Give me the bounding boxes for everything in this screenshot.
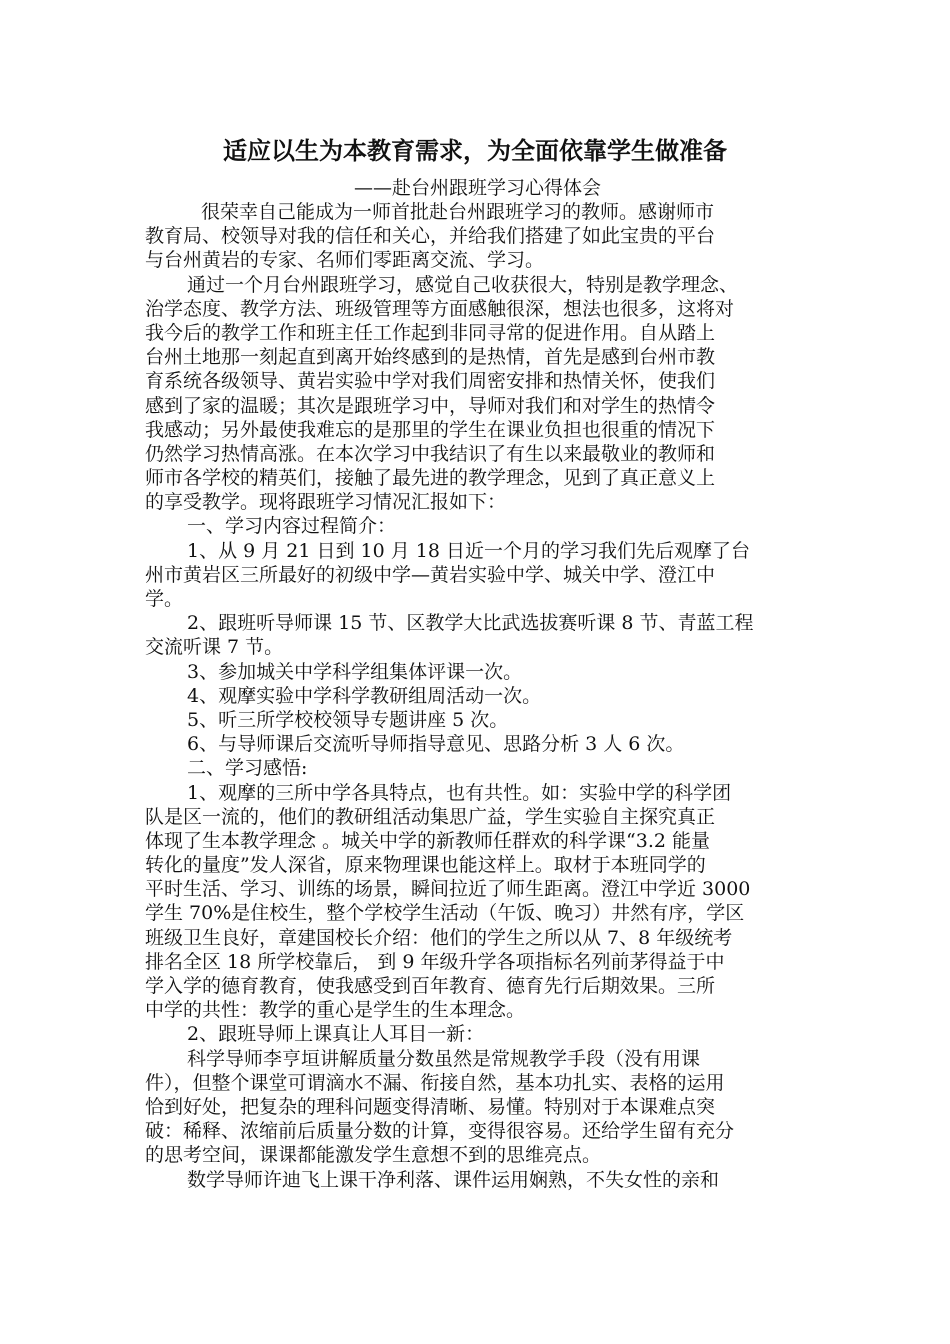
text-line: 交流听课 7 节。 — [145, 636, 284, 659]
text-line: 教育局、校领导对我的信任和关心，并给我们搭建了如此宝贵的平台 — [145, 225, 716, 248]
text-line: 学生 70%是住校生，整个学校学生活动（午饭、晚习）井然有序，学区 — [145, 902, 745, 925]
text-line: 数学导师许迪飞上课干净利落、课件运用娴熟，不失女性的亲和 — [187, 1168, 720, 1191]
text-line: 恰到好处，把复杂的理科问题变得清晰、易懂。特别对于本课难点突 — [145, 1095, 716, 1118]
text-line: 2、跟班听导师课 15 节、区教学大比武选拔赛听课 8 节、青蓝工程 — [187, 612, 754, 635]
text-line: 中学的共性：教学的重心是学生的生本理念。 — [145, 999, 526, 1022]
text-line: 破：稀释、浓缩前后质量分数的计算，变得很容易。还给学生留有充分 — [145, 1120, 735, 1143]
text-line: 学入学的德育教育，使我感受到百年教育、德育先行后期效果。三所 — [145, 975, 716, 997]
section-heading: 二、学习感悟: — [187, 757, 308, 780]
text-line: 治学态度、教学方法、班级管理等方面感触很深，想法也很多，这将对 — [145, 297, 735, 320]
text-line: 师市各学校的精英们，接触了最先进的教学理念，见到了真正意义上 — [145, 467, 716, 490]
text-line: 与台州黄岩的专家、名师们零距离交流、学习。 — [145, 249, 545, 272]
text-line: 6、与导师课后交流听导师指导意见、思路分析 3 人 6 次。 — [187, 733, 685, 756]
text-line: 体现了生本教学理念 。城关中学的新教师任群欢的科学课“3.2 能量 — [145, 829, 711, 852]
text-line: 感到了家的温暖；其次是跟班学习中，导师对我们和对学生的热情令 — [145, 394, 716, 417]
text-line: 学。 — [145, 588, 184, 610]
document-title: 适应以生为本教育需求，为全面依靠学生做准备 — [223, 137, 727, 165]
text-line: 1、观摩的三所中学各具特点，也有共性。如：实验中学的科学团 — [187, 781, 732, 804]
text-line: 件），但整个课堂可谓滴水不漏、衔接自然，基本功扎实、表格的运用 — [145, 1071, 725, 1094]
text-line: 5、听三所学校校领导专题讲座 5 次。 — [187, 708, 509, 731]
text-line: 排名全区 18 所学校靠后， 到 9 年级升学各项指标名列前茅得益于中 — [145, 950, 725, 973]
text-line: 台州土地那一刻起直到离开始终感到的是热情，首先是感到台州市教 — [145, 346, 716, 369]
text-line: 平时生活、学习、训练的场景，瞬间拉近了师生距离。澄江中学近 3000 — [145, 878, 751, 901]
text-line: 3、参加城关中学科学组集体评课一次。 — [187, 660, 523, 683]
text-line: 2、跟班导师上课真让人耳目一新： — [187, 1023, 485, 1046]
text-line: 班级卫生良好，章建国校长介绍：他们的学生之所以从 7、8 年级统考 — [145, 926, 733, 949]
text-line: 我今后的教学工作和班主任工作起到非同寻常的促进作用。自从踏上 — [145, 321, 716, 344]
text-line: 很荣幸自己能成为一师首批赴台州跟班学习的教师。感谢师市 — [201, 201, 715, 223]
text-line: 1、从 9 月 21 日到 10 月 18 日近一个月的学习我们先后观摩了台 — [187, 539, 751, 562]
text-line: 队是区一流的，他们的教研组活动集思广益，学生实验自主探究真正 — [145, 805, 716, 828]
text-line: 4、观摩实验中学科学教研组周活动一次。 — [187, 684, 542, 707]
text-line: 的思考空间，课课都能激发学生意想不到的思维亮点。 — [145, 1144, 602, 1167]
section-heading: 一、学习内容过程简介： — [187, 515, 397, 538]
text-line: 州市黄岩区三所最好的初级中学—黄岩实验中学、城关中学、澄江中 — [145, 563, 716, 586]
text-line: 科学导师李亨垣讲解质量分数虽然是常规教学手段（没有用课 — [187, 1047, 701, 1070]
document-body — [145, 200, 810, 1192]
text-line: 我感动；另外最使我难忘的是那里的学生在课业负担也很重的情况下 — [145, 418, 716, 441]
text-line: 通过一个月台州跟班学习，感觉自己收获很大，特别是教学理念、 — [187, 273, 739, 296]
document-subtitle: ——赴台州跟班学习心得体会 — [354, 177, 602, 199]
text-line: 育系统各级领导、黄岩实验中学对我们周密安排和热情关怀，使我们 — [145, 370, 716, 393]
text-line: 的享受教学。现将跟班学习情况汇报如下： — [145, 491, 507, 514]
text-line: 转化的量度”发人深省，原来物理课也能这样上。取材于本班同学的 — [145, 854, 706, 877]
text-line: 仍然学习热情高涨。在本次学习中我结识了有生以来最敬业的教师和 — [145, 442, 716, 465]
